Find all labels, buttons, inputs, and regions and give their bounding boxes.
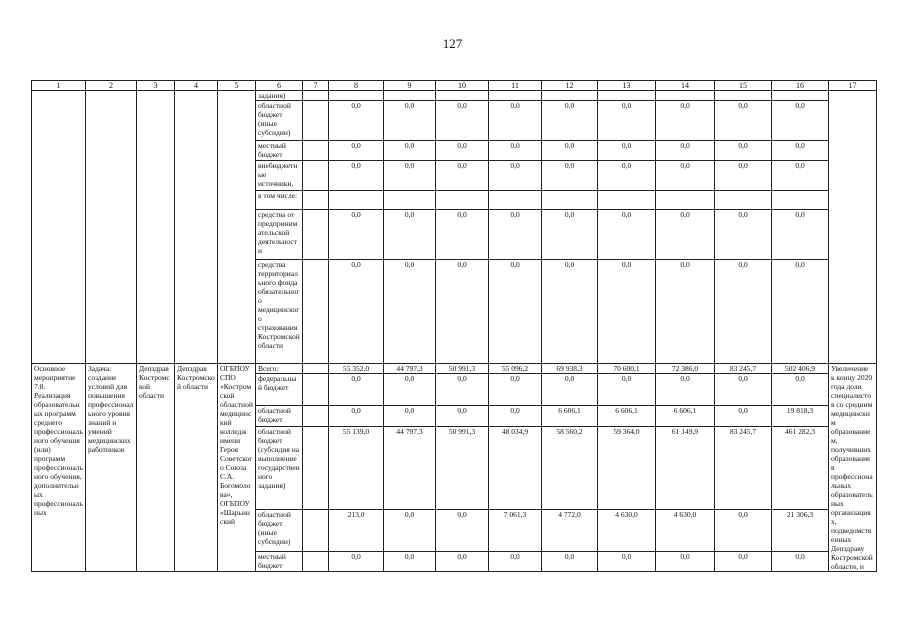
funding-value-cell: 0,0 [772, 101, 829, 141]
coexecutor-cell: Депздрав Костромской области [175, 364, 218, 572]
funding-value-cell [772, 91, 829, 101]
funding-source-label: областной бюджет [256, 405, 303, 426]
funding-value-cell: 0,0 [329, 374, 384, 405]
column-header: 13 [598, 81, 656, 91]
funding-value-cell: 0,0 [598, 141, 656, 161]
column-header: 3 [137, 81, 175, 91]
funding-value-cell: 0,0 [436, 552, 489, 572]
funding-value-cell: 0,0 [329, 141, 384, 161]
funding-value-cell: 0,0 [489, 141, 542, 161]
funding-value-cell: 0,0 [436, 101, 489, 141]
funding-value-cell: 0,0 [436, 405, 489, 426]
table-cell-empty [303, 260, 329, 364]
table-cell-empty [175, 91, 218, 364]
table-body [32, 91, 877, 572]
funding-value-cell: 61 149,9 [656, 426, 715, 510]
table-row [32, 91, 877, 101]
column-header: 9 [384, 81, 436, 91]
funding-source-label: Всего: [256, 364, 303, 374]
funding-value-cell: 0,0 [715, 260, 772, 364]
funding-value-cell: 50 991,3 [436, 426, 489, 510]
funding-value-cell: 0,0 [656, 161, 715, 191]
table-cell-empty [137, 91, 175, 364]
funding-value-cell [598, 91, 656, 101]
funding-value-cell: 58 560,2 [542, 426, 598, 510]
table-cell-empty [303, 374, 329, 405]
funding-value-cell [329, 91, 384, 101]
funding-value-cell [489, 191, 542, 210]
funding-source-label: средства территориального фонда обязательного медицинского страхования Костромской области [256, 260, 303, 364]
funding-value-cell: 0,0 [384, 260, 436, 364]
funding-value-cell: 55 096,2 [489, 364, 542, 374]
funding-value-cell: 0,0 [489, 552, 542, 572]
funding-value-cell [656, 191, 715, 210]
funding-value-cell: 6 606,1 [542, 405, 598, 426]
funding-value-cell: 7 061,3 [489, 510, 542, 552]
funding-value-cell: 0,0 [656, 141, 715, 161]
expected-result-cell: Увеличение к концу 2020 года доли специалистов со средним медицинским образованием, получивших образование в профессиональных образовательных организациях, подведомственных Депздраву Костромской области, и [829, 364, 877, 572]
funding-value-cell: 0,0 [384, 374, 436, 405]
funding-value-cell: 0,0 [772, 552, 829, 572]
column-header: 1 [32, 81, 86, 91]
funding-value-cell: 19 818,3 [772, 405, 829, 426]
table-cell-empty [303, 101, 329, 141]
funding-value-cell [384, 191, 436, 210]
funding-value-cell: 0,0 [715, 161, 772, 191]
event-name-cell: Основное мероприятие 7.8. Реализация образовательных программ среднего профессионального обучения (или) программ профессионального обучения, дополнительных профессиональных [32, 364, 86, 572]
column-header: 2 [86, 81, 137, 91]
funding-source-label: в том числе: [256, 191, 303, 210]
funding-value-cell: 0,0 [384, 161, 436, 191]
funding-value-cell: 0,0 [542, 260, 598, 364]
funding-value-cell: 59 364,0 [598, 426, 656, 510]
column-header: 4 [175, 81, 218, 91]
funding-source-label: федеральный бюджет [256, 374, 303, 405]
funding-value-cell: 55 139,0 [329, 426, 384, 510]
funding-value-cell: 0,0 [598, 210, 656, 260]
task-cell: Задача: создание условий для повышения профессионального уровня знаний и умений медицинских работников [86, 364, 137, 572]
funding-value-cell: 0,0 [715, 510, 772, 552]
funding-value-cell: 83 245,7 [715, 426, 772, 510]
funding-value-cell: 70 600,1 [598, 364, 656, 374]
funding-value-cell: 0,0 [329, 552, 384, 572]
funding-value-cell: 0,0 [489, 405, 542, 426]
funding-value-cell [436, 91, 489, 101]
funding-value-cell: 72 386,0 [656, 364, 715, 374]
funding-value-cell: 0,0 [715, 374, 772, 405]
funding-value-cell: 0,0 [542, 141, 598, 161]
funding-value-cell: 6 606,1 [598, 405, 656, 426]
funding-value-cell: 0,0 [772, 210, 829, 260]
funding-value-cell: 4 630,0 [656, 510, 715, 552]
funding-value-cell: 0,0 [436, 510, 489, 552]
funding-value-cell [772, 191, 829, 210]
funding-source-label: задания) [256, 91, 303, 101]
funding-value-cell: 0,0 [489, 101, 542, 141]
table-cell-empty [303, 426, 329, 510]
column-header: 11 [489, 81, 542, 91]
table-cell-empty [86, 91, 137, 364]
funding-source-label: средства от предпринимательской деятельности [256, 210, 303, 260]
funding-value-cell: 0,0 [772, 141, 829, 161]
funding-value-cell: 0,0 [598, 161, 656, 191]
funding-value-cell: 69 938,3 [542, 364, 598, 374]
table-cell-empty [218, 91, 256, 364]
funding-value-cell: 0,0 [436, 374, 489, 405]
column-header: 16 [772, 81, 829, 91]
funding-value-cell: 4 630,0 [598, 510, 656, 552]
funding-value-cell: 0,0 [436, 260, 489, 364]
participant-cell: ОГБПОУ СПО «Костромской областной медицинский колледж имени Героя Советского Союза С.А. Богомолова», ОГБПОУ «Шарьинский [218, 364, 256, 572]
funding-value-cell: 0,0 [656, 101, 715, 141]
funding-source-label: внебюджетные источники, [256, 161, 303, 191]
funding-value-cell: 0,0 [772, 260, 829, 364]
funding-value-cell: 0,0 [489, 161, 542, 191]
funding-value-cell: 0,0 [489, 210, 542, 260]
funding-value-cell [384, 91, 436, 101]
funding-value-cell: 0,0 [436, 141, 489, 161]
funding-value-cell: 0,0 [542, 552, 598, 572]
funding-value-cell: 0,0 [772, 374, 829, 405]
funding-value-cell: 48 034,9 [489, 426, 542, 510]
funding-value-cell: 0,0 [772, 161, 829, 191]
table-cell-empty [303, 161, 329, 191]
column-header: 17 [829, 81, 877, 91]
column-header: 10 [436, 81, 489, 91]
responsible-executor-cell: Депздрав Костромской области [137, 364, 175, 572]
funding-value-cell: 0,0 [329, 405, 384, 426]
funding-value-cell: 461 282,3 [772, 426, 829, 510]
funding-value-cell: 0,0 [715, 405, 772, 426]
column-header: 8 [329, 81, 384, 91]
funding-value-cell: 0,0 [656, 374, 715, 405]
funding-value-cell: 0,0 [656, 210, 715, 260]
funding-value-cell [329, 191, 384, 210]
funding-value-cell: 0,0 [384, 405, 436, 426]
column-header: 14 [656, 81, 715, 91]
column-header: 15 [715, 81, 772, 91]
funding-value-cell: 0,0 [598, 260, 656, 364]
funding-value-cell [715, 91, 772, 101]
funding-value-cell: 0,0 [715, 141, 772, 161]
funding-value-cell: 0,0 [436, 161, 489, 191]
funding-value-cell [436, 191, 489, 210]
funding-value-cell: 0,0 [598, 374, 656, 405]
funding-value-cell: 83 245,7 [715, 364, 772, 374]
funding-value-cell: 55 352,0 [329, 364, 384, 374]
funding-value-cell: 0,0 [329, 210, 384, 260]
funding-value-cell: 0,0 [715, 210, 772, 260]
funding-source-label: областной бюджет (субсидия на выполнение государственного задания) [256, 426, 303, 510]
funding-value-cell [598, 191, 656, 210]
funding-value-cell: 0,0 [384, 552, 436, 572]
funding-value-cell: 0,0 [656, 260, 715, 364]
column-header: 7 [303, 81, 329, 91]
funding-value-cell [542, 91, 598, 101]
funding-value-cell: 4 772,0 [542, 510, 598, 552]
budget-table [31, 80, 877, 572]
column-header: 6 [256, 81, 303, 91]
funding-value-cell [489, 91, 542, 101]
funding-value-cell: 0,0 [715, 552, 772, 572]
funding-value-cell: 21 306,3 [772, 510, 829, 552]
funding-value-cell: 50 991,3 [436, 364, 489, 374]
funding-value-cell: 0,0 [542, 161, 598, 191]
column-header: 5 [218, 81, 256, 91]
table-cell-empty [303, 91, 329, 101]
funding-value-cell: 213,0 [329, 510, 384, 552]
page-number: 127 [442, 36, 463, 51]
column-header: 12 [542, 81, 598, 91]
funding-value-cell: 0,0 [384, 101, 436, 141]
funding-source-label: местный бюджет [256, 141, 303, 161]
funding-value-cell: 0,0 [489, 374, 542, 405]
table-cell-empty [829, 91, 877, 364]
funding-value-cell: 44 797,3 [384, 364, 436, 374]
column-header-row [32, 81, 877, 91]
funding-value-cell [542, 191, 598, 210]
funding-value-cell: 0,0 [542, 374, 598, 405]
funding-value-cell: 502 406,9 [772, 364, 829, 374]
funding-value-cell: 0,0 [329, 260, 384, 364]
funding-source-label: местный бюджет [256, 552, 303, 572]
funding-value-cell [656, 91, 715, 101]
funding-value-cell: 0,0 [715, 101, 772, 141]
funding-value-cell: 0,0 [598, 552, 656, 572]
table-cell-empty [32, 91, 86, 364]
funding-value-cell: 6 606,1 [656, 405, 715, 426]
funding-value-cell: 0,0 [436, 210, 489, 260]
table-cell-empty [303, 191, 329, 210]
table-cell-empty [303, 364, 329, 374]
table-cell-empty [303, 510, 329, 552]
table-cell-empty [303, 405, 329, 426]
funding-value-cell: 0,0 [384, 141, 436, 161]
funding-value-cell: 0,0 [542, 210, 598, 260]
table-row [32, 364, 877, 374]
funding-value-cell: 0,0 [542, 101, 598, 141]
funding-value-cell: 0,0 [656, 552, 715, 572]
funding-source-label: областной бюджет (иные субсидии) [256, 510, 303, 552]
funding-value-cell: 44 797,3 [384, 426, 436, 510]
funding-value-cell: 0,0 [329, 161, 384, 191]
table-cell-empty [303, 141, 329, 161]
funding-value-cell: 0,0 [598, 101, 656, 141]
funding-value-cell: 0,0 [384, 210, 436, 260]
table-cell-empty [303, 210, 329, 260]
funding-value-cell: 0,0 [329, 101, 384, 141]
funding-value-cell: 0,0 [384, 510, 436, 552]
funding-source-label: областной бюджет (иные субсидии) [256, 101, 303, 141]
table-cell-empty [303, 552, 329, 572]
funding-value-cell: 0,0 [489, 260, 542, 364]
funding-value-cell [715, 191, 772, 210]
